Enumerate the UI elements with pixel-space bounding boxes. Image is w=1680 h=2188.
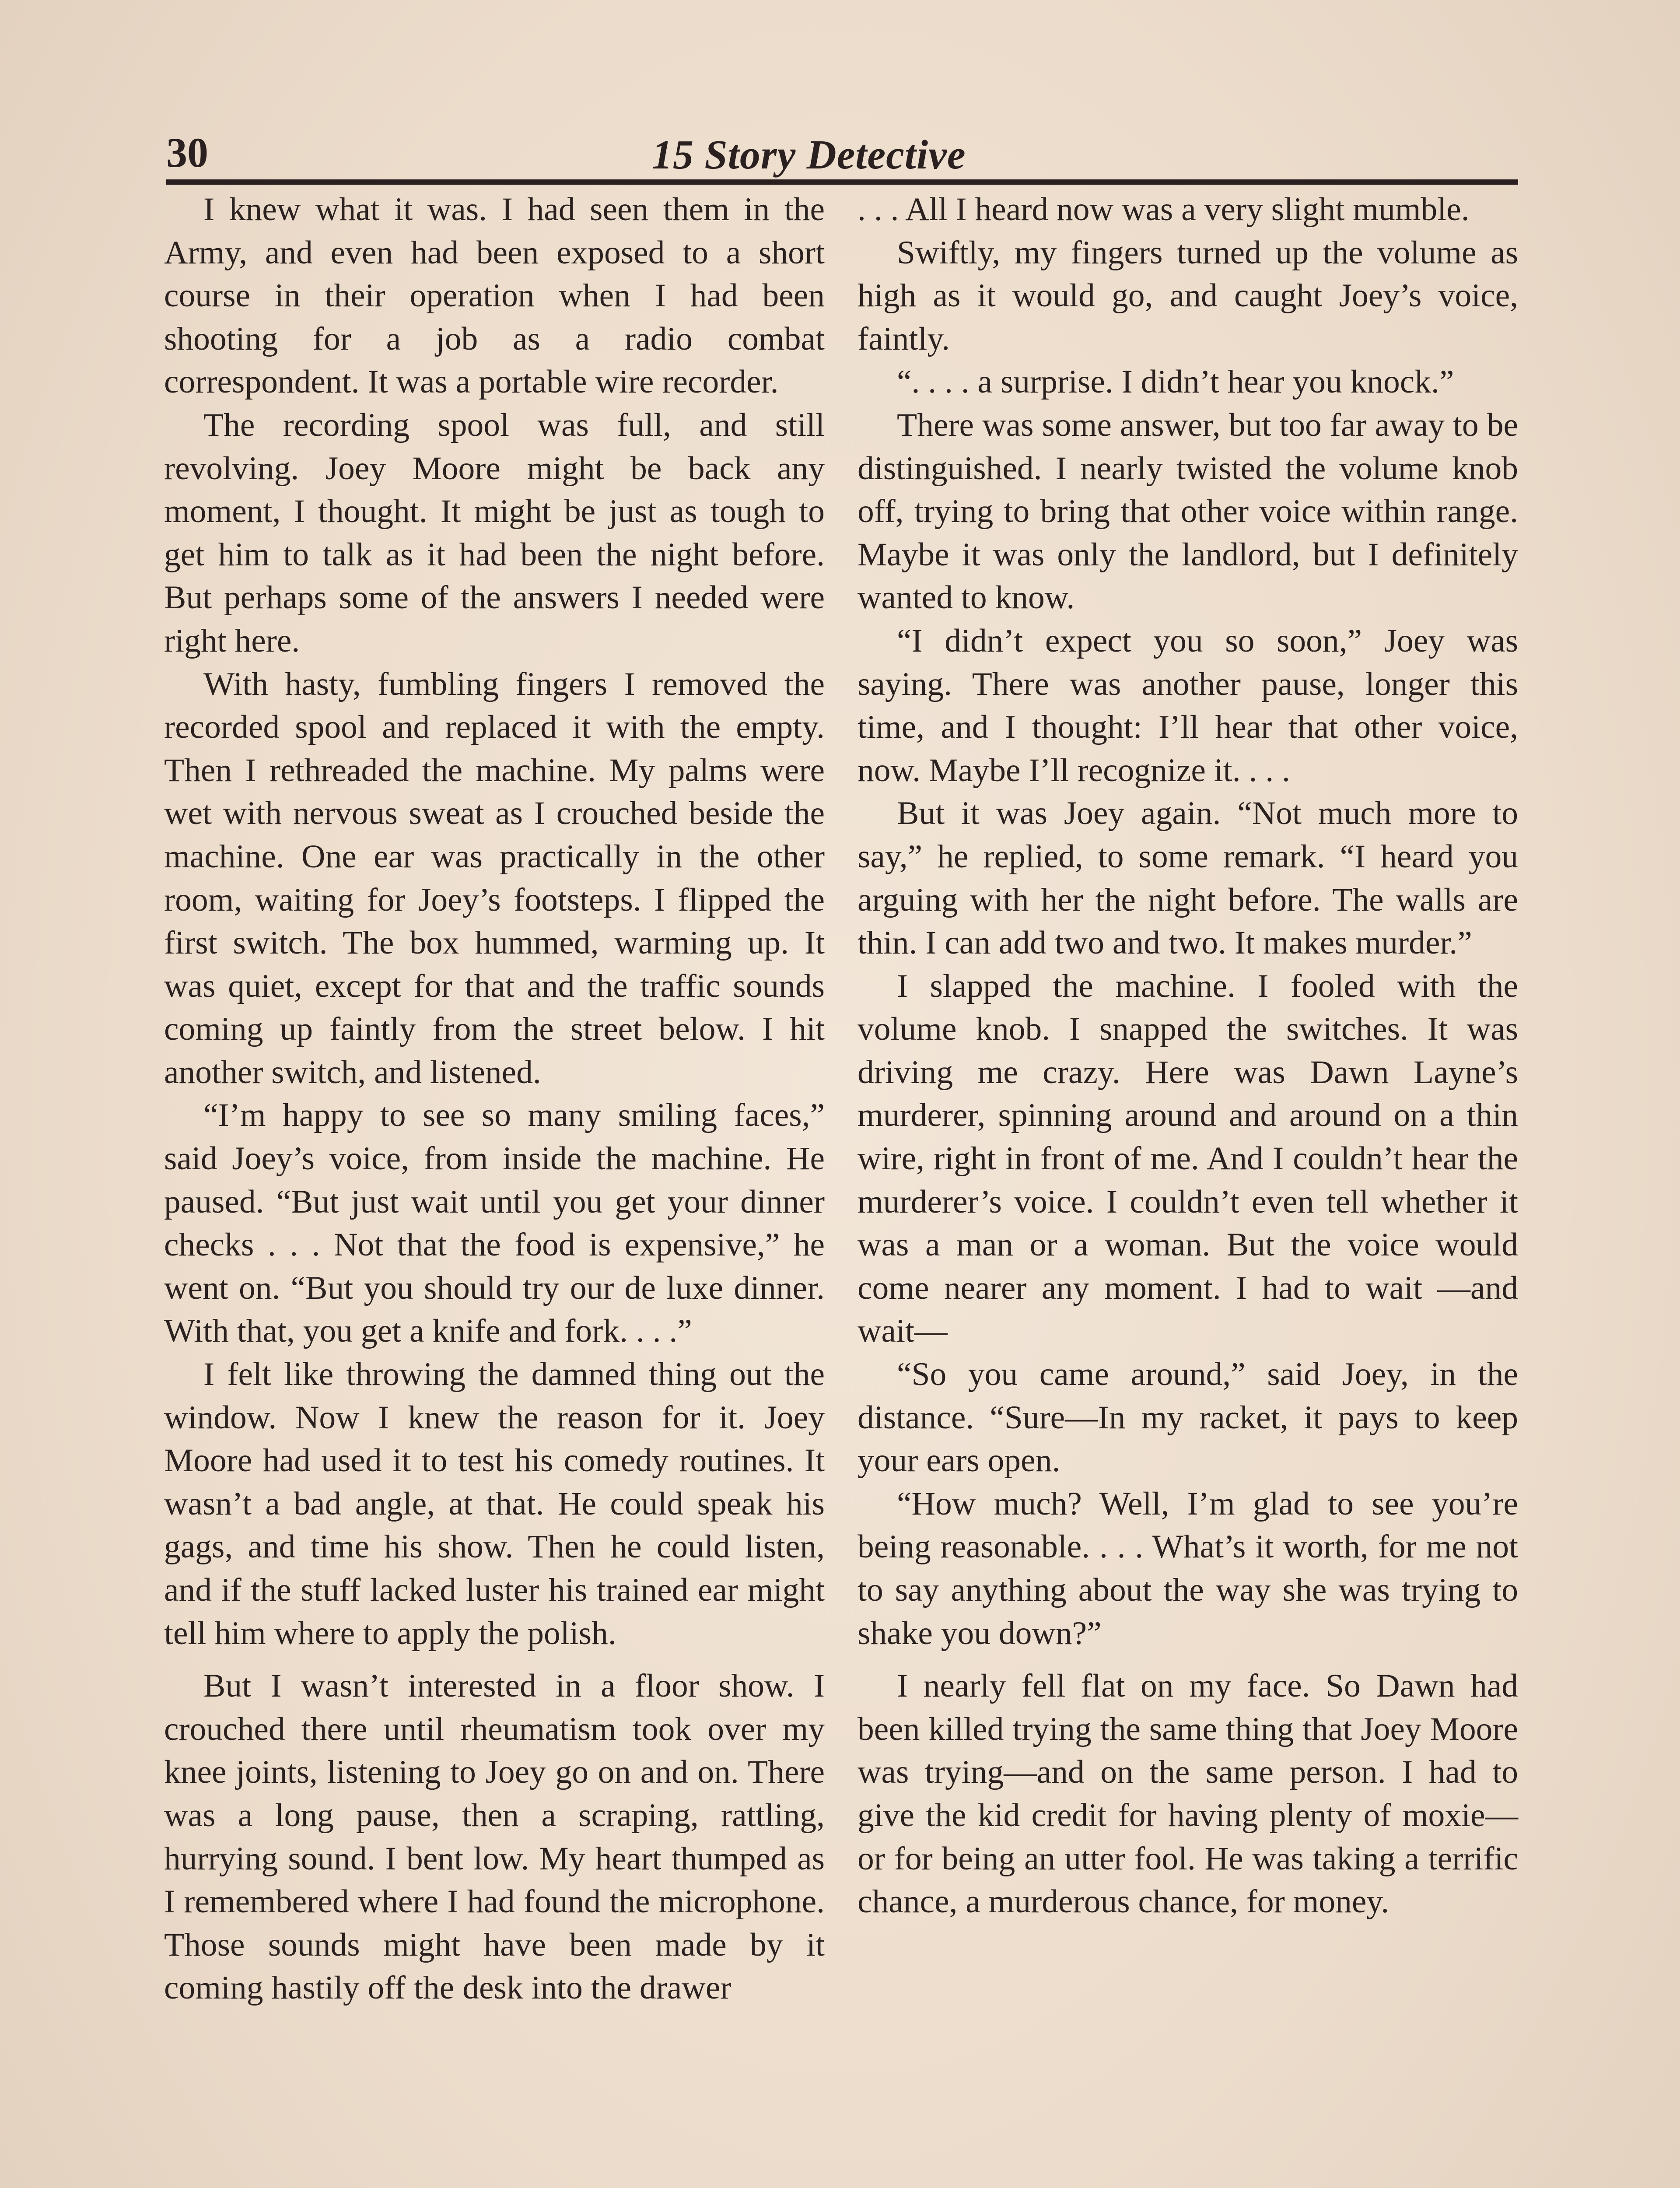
left-text-column [164,188,825,2010]
paragraph: The recording spool was full, and still revolving. Joey Moore might be back any moment, I thought. It might be just as tough to get him to talk as it had been the night before. But perhaps some of the answers I needed were right here. [164,407,825,659]
paragraph: “I didn’t expect you so soon,” Joey was saying. There was another pause, longer this time, and I thought: I’ll hear that other voice, now. Maybe I’ll recognize it. . . . [858,622,1518,789]
paragraph: I slapped the machine. I fooled with the volume knob. I snapped the switches. It was driving me crazy. Here was Dawn Layne’s murderer, spinning around and around on a thin wire, right in front of me. And I couldn’t hear the murderer’s voice. I couldn’t even tell whether it was a man or a woman. But the voice would come nearer any moment. I had to wait —and wait— [858,968,1518,1350]
paragraph: “I’m happy to see so many smiling faces,” said Joey’s voice, from inside the machine. He paused. “But just wait until you get your dinner checks . . . Not that the food is expensive,” he went on. “But you should try our de luxe dinner. With that, you get a knife and fork. . . .” [164,1097,825,1350]
paragraph: Swiftly, my fingers turned up the volume as high as it would go, and caught Joey’s voice, faintly. [858,234,1518,357]
paragraph: But I wasn’t interested in a floor show. I crouched there until rheumatism took over my knee joints, listening to Joey go on and on. There was a long pause, then a scraping, rattling, hurrying sound. I bent low. My heart thumped as I remembered where I had found the microphone. Those sounds might have been made by it coming hastily off the desk into the drawer [164,1668,825,2006]
paragraph: But it was Joey again. “Not much more to say,” he replied, to some remark. “I heard you arguing with her the night before. The walls are thin. I can add two and two. It makes murder.” [858,795,1518,961]
paragraph: I felt like throwing the damned thing out the window. Now I knew the reason for it. Joey Moore had used it to test his comedy routines. It wasn’t a bad angle, at that. He could speak his gags, and time his show. Then he could listen, and if the stuff lacked luster his trained ear might tell him where to apply the polish. [164,1356,825,1652]
paragraph: There was some answer, but too far away to be distinguished. I nearly twisted the volume knob off, trying to bring that other voice within range. Maybe it was only the landlord, but I definitely wanted to know. [858,407,1518,616]
paragraph: . . . All I heard now was a very slight mumble. [858,191,1470,228]
paragraph: “So you came around,” said Joey, in the distance. “Sure—In my racket, it pays to keep your ears open. [858,1356,1518,1479]
header-rule [166,179,1518,185]
page-number: 30 [166,129,208,176]
magazine-title: 15 Story Detective [652,132,966,178]
page-header [166,119,1518,185]
paragraph: I nearly fell flat on my face. So Dawn had been killed trying the same thing that Joey Moore was trying—and on the same person. I had to give the kid credit for having plenty of moxie—or for being an utter fool. He was taking a terrific chance, a murderous chance, for money. [858,1668,1518,1920]
paragraph: I knew what it was. I had seen them in the Army, and even had been exposed to a short course in their operation when I had been shooting for a job as a radio combat correspondent. It was a portable wire recorder. [164,191,825,400]
paragraph: With hasty, fumbling fingers I removed the recorded spool and replaced it with the empty. Then I rethreaded the machine. My palms were wet with nervous sweat as I crouched beside the machine. One ear was practically in the other room, waiting for Joey’s footsteps. I flipped the first switch. The box hummed, warming up. It was quiet, except for that and the traffic sounds coming up faintly from the street below. I hit another switch, and listened. [164,666,825,1090]
paragraph: “How much? Well, I’m glad to see you’re being reasonable. . . . What’s it worth, for me not to say anything about the way she was trying to shake you down?” [858,1485,1518,1652]
paragraph: “. . . . a surprise. I didn’t hear you knock.” [897,364,1454,400]
right-text-column [858,188,1518,1924]
